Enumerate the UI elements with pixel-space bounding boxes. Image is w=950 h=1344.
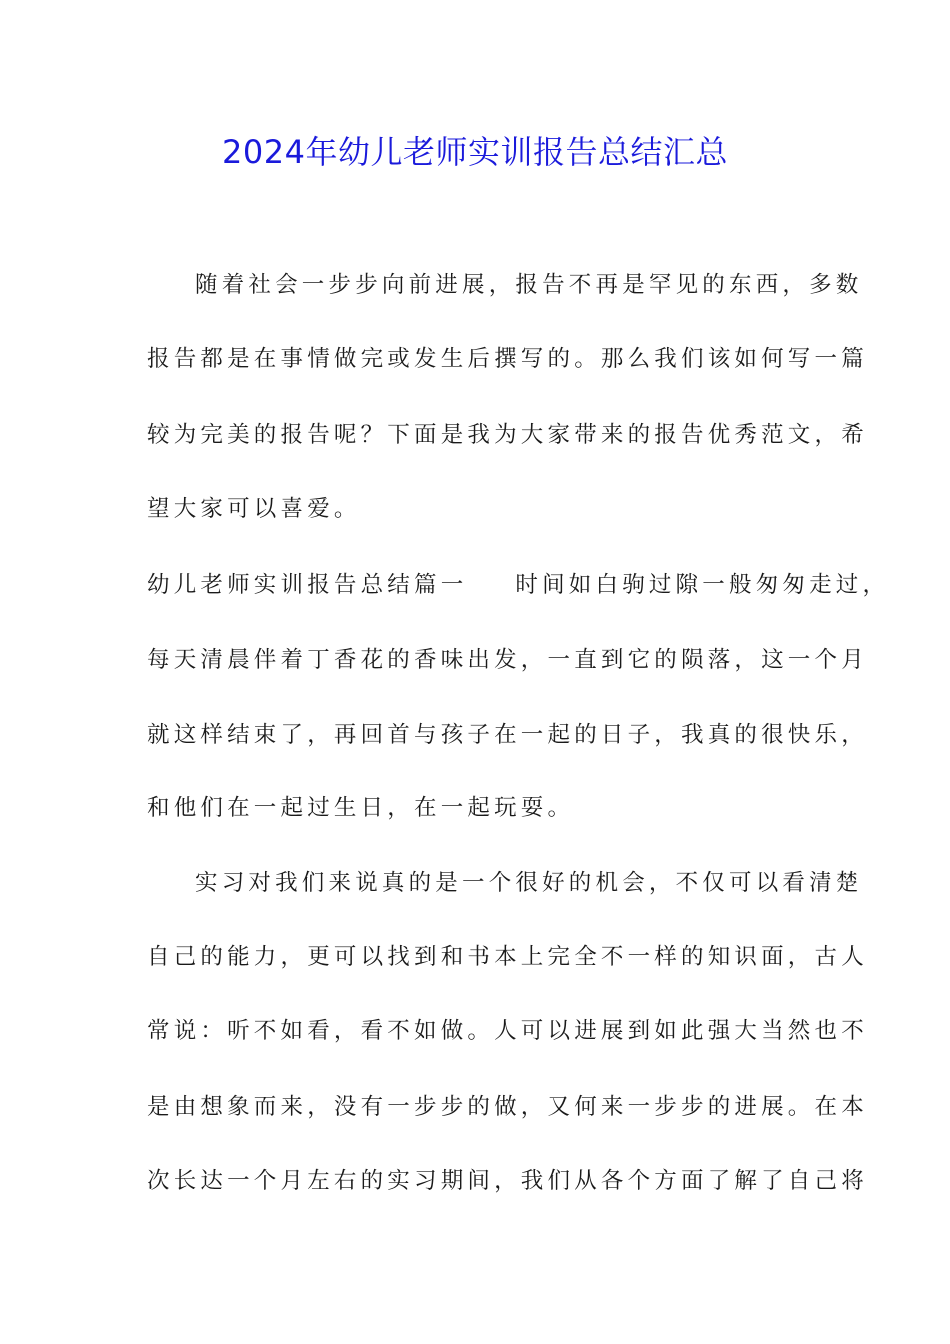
section-line-1: 每天清晨伴着丁香花的香味出发，一直到它的陨落，这一个月 [147,647,868,673]
section-heading-line [147,568,890,602]
section-heading: 幼儿老师实训报告总结篇一 [147,572,468,598]
paragraph2-line-5: 次长达一个月左右的实习期间，我们从各个方面了解了自己将 [147,1168,868,1194]
document-title: 2024年幼儿老师实训报告总结汇总 [222,133,728,171]
paragraph2-line-2: 自己的能力，更可以找到和书本上完全不一样的知识面，古人 [147,944,868,970]
section-first-line: 时间如白驹过隙一般匆匆走过， [515,572,890,598]
intro-line-1: 随着社会一步步向前进展，报告不再是罕见的东西，多数 [195,272,863,298]
section-line-3: 和他们在一起过生日，在一起玩耍。 [147,795,575,821]
section-line-2: 就这样结束了，再回首与孩子在一起的日子，我真的很快乐， [147,722,868,748]
intro-line-4: 望大家可以喜爱。 [147,496,361,522]
intro-line-2: 报告都是在事情做完或发生后撰写的。那么我们该如何写一篇 [147,346,868,372]
paragraph2-line-3: 常说：听不如看，看不如做。人可以进展到如此强大当然也不 [147,1018,868,1044]
paragraph2-line-4: 是由想象而来，没有一步步的做，又何来一步步的进展。在本 [147,1094,868,1120]
paragraph2-line-1: 实习对我们来说真的是一个很好的机会，不仅可以看清楚 [195,870,863,896]
intro-line-3: 较为完美的报告呢？下面是我为大家带来的报告优秀范文，希 [147,422,868,448]
